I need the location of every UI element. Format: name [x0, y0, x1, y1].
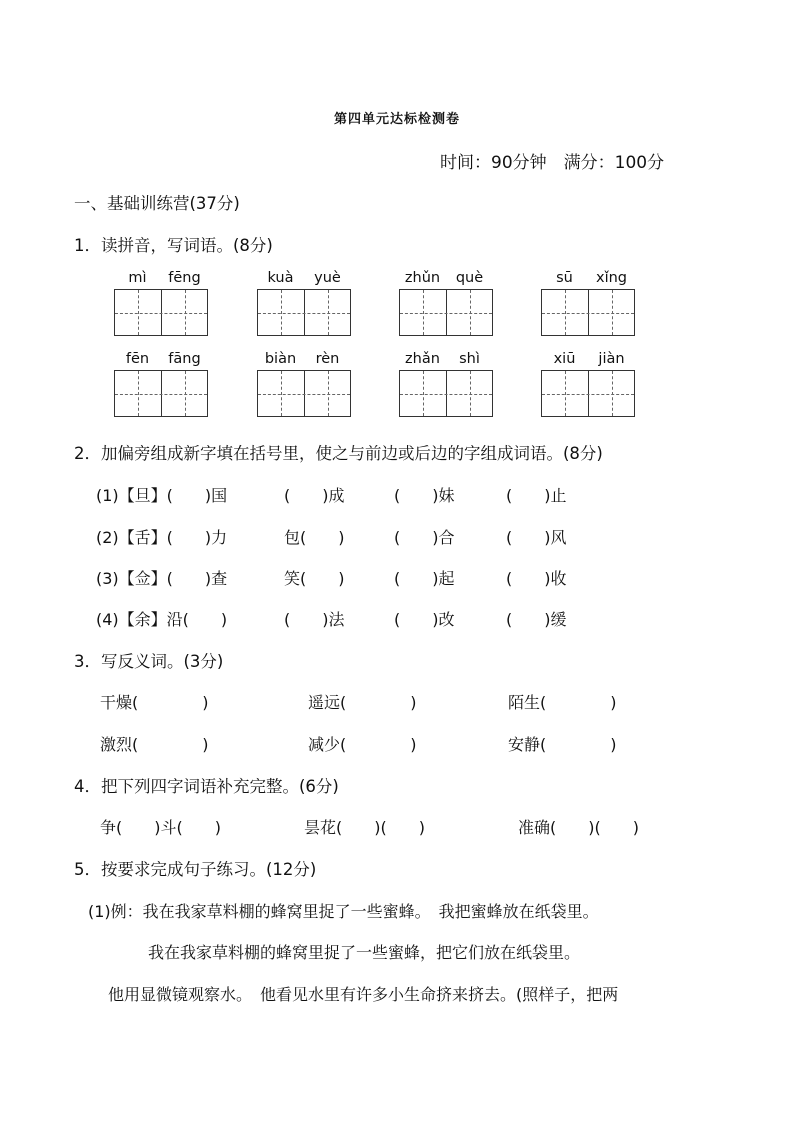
q3-item: 激烈( ) — [100, 735, 209, 754]
pinyin-syllable: shì — [459, 351, 480, 367]
question-4-label: 4．把下列四字词语补充完整。(6分) — [74, 777, 339, 796]
q5-example-sentences: (1)例：我在我家草料棚的蜂窝里捉了一些蜜蜂。 我把蜜蜂放在纸袋里。 — [88, 902, 599, 921]
pinyin-syllable: yuè — [314, 270, 341, 286]
grid-guide — [542, 313, 634, 314]
q3-item: 安静( ) — [508, 735, 617, 754]
writing-grid[interactable] — [399, 370, 493, 417]
q2-item: ( )止 — [506, 486, 567, 505]
q4-item: 昙花( )( ) — [304, 818, 425, 837]
q3-item: 减少( ) — [308, 735, 417, 754]
question-1-label: 1．读拼音，写词语。(8分) — [74, 236, 273, 255]
q3-item: 干燥( ) — [100, 693, 209, 712]
question-2-label: 2．加偏旁组成新字填在括号里，使之与前边或后边的字组成词语。(8分) — [74, 444, 603, 463]
pinyin-label — [399, 351, 493, 369]
pinyin-syllable: fēn — [125, 351, 150, 367]
q3-item: 陌生( ) — [508, 693, 617, 712]
pinyin-syllable: jiàn — [598, 351, 625, 367]
page-title: 第四单元达标检测卷 — [333, 112, 460, 127]
writing-grid[interactable] — [114, 370, 208, 417]
pinyin-syllable: sū — [556, 270, 573, 286]
pinyin-syllable: xǐng — [595, 270, 627, 286]
q2-item: ( )妹 — [394, 486, 455, 505]
pinyin-label — [541, 270, 635, 288]
pinyin-label — [257, 351, 351, 369]
writing-grid[interactable] — [257, 289, 351, 336]
q2-item: ( )收 — [506, 569, 567, 588]
q2-item: (4)【余】沿( ) — [96, 610, 228, 629]
grid-guide — [542, 394, 634, 395]
pinyin-syllable: zhǎn — [405, 351, 440, 367]
pinyin-syllable: fēng — [168, 270, 201, 286]
pinyin-syllable: fāng — [168, 351, 201, 367]
q5-question-sentences: 他用显微镜观察水。 他看见水里有许多小生命挤来挤去。(照样子，把两 — [108, 985, 619, 1004]
grid-guide — [115, 394, 207, 395]
q5-example-combined: 我在我家草料棚的蜂窝里捉了一些蜜蜂，把它们放在纸袋里。 — [148, 943, 581, 962]
pinyin-syllable: zhǔn — [404, 270, 441, 286]
pinyin-label — [114, 351, 208, 369]
writing-grid[interactable] — [114, 289, 208, 336]
time-score-info: 时间：90分钟 满分：100分 — [440, 153, 665, 173]
writing-grid[interactable] — [541, 289, 635, 336]
q2-item: (2)【舌】( )力 — [96, 528, 228, 547]
writing-grid[interactable] — [257, 370, 351, 417]
question-3-label: 3．写反义词。(3分) — [74, 652, 224, 671]
writing-grid[interactable] — [399, 289, 493, 336]
q2-item: ( )改 — [394, 610, 455, 629]
grid-guide — [115, 313, 207, 314]
pinyin-label — [257, 270, 351, 288]
q2-item: ( )风 — [506, 528, 567, 547]
q2-item: (1)【旦】( )国 — [96, 486, 228, 505]
q2-item: ( )缓 — [506, 610, 567, 629]
q2-item: 包( ) — [284, 528, 345, 547]
grid-guide — [400, 313, 492, 314]
q2-item: 笑( ) — [284, 569, 345, 588]
grid-guide — [400, 394, 492, 395]
question-5-label: 5．按要求完成句子练习。(12分) — [74, 860, 317, 879]
q2-item: (3)【佥】( )查 — [96, 569, 228, 588]
pinyin-syllable: rèn — [315, 351, 340, 367]
grid-guide — [258, 394, 350, 395]
pinyin-label — [114, 270, 208, 288]
q3-item: 遥远( ) — [308, 693, 417, 712]
q4-item: 争( )斗( ) — [100, 818, 221, 837]
pinyin-syllable: xiū — [553, 351, 576, 367]
q2-item: ( )合 — [394, 528, 455, 547]
pinyin-syllable: mì — [128, 270, 147, 286]
q4-item: 准确( )( ) — [518, 818, 639, 837]
pinyin-label — [399, 270, 493, 288]
pinyin-label — [541, 351, 635, 369]
pinyin-syllable: biàn — [264, 351, 297, 367]
grid-guide — [258, 313, 350, 314]
pinyin-syllable: kuà — [267, 270, 294, 286]
q2-item: ( )法 — [284, 610, 345, 629]
section-heading: 一、基础训练营(37分) — [74, 194, 240, 213]
q2-item: ( )成 — [284, 486, 345, 505]
q2-item: ( )起 — [394, 569, 455, 588]
writing-grid[interactable] — [541, 370, 635, 417]
pinyin-syllable: què — [455, 270, 484, 286]
